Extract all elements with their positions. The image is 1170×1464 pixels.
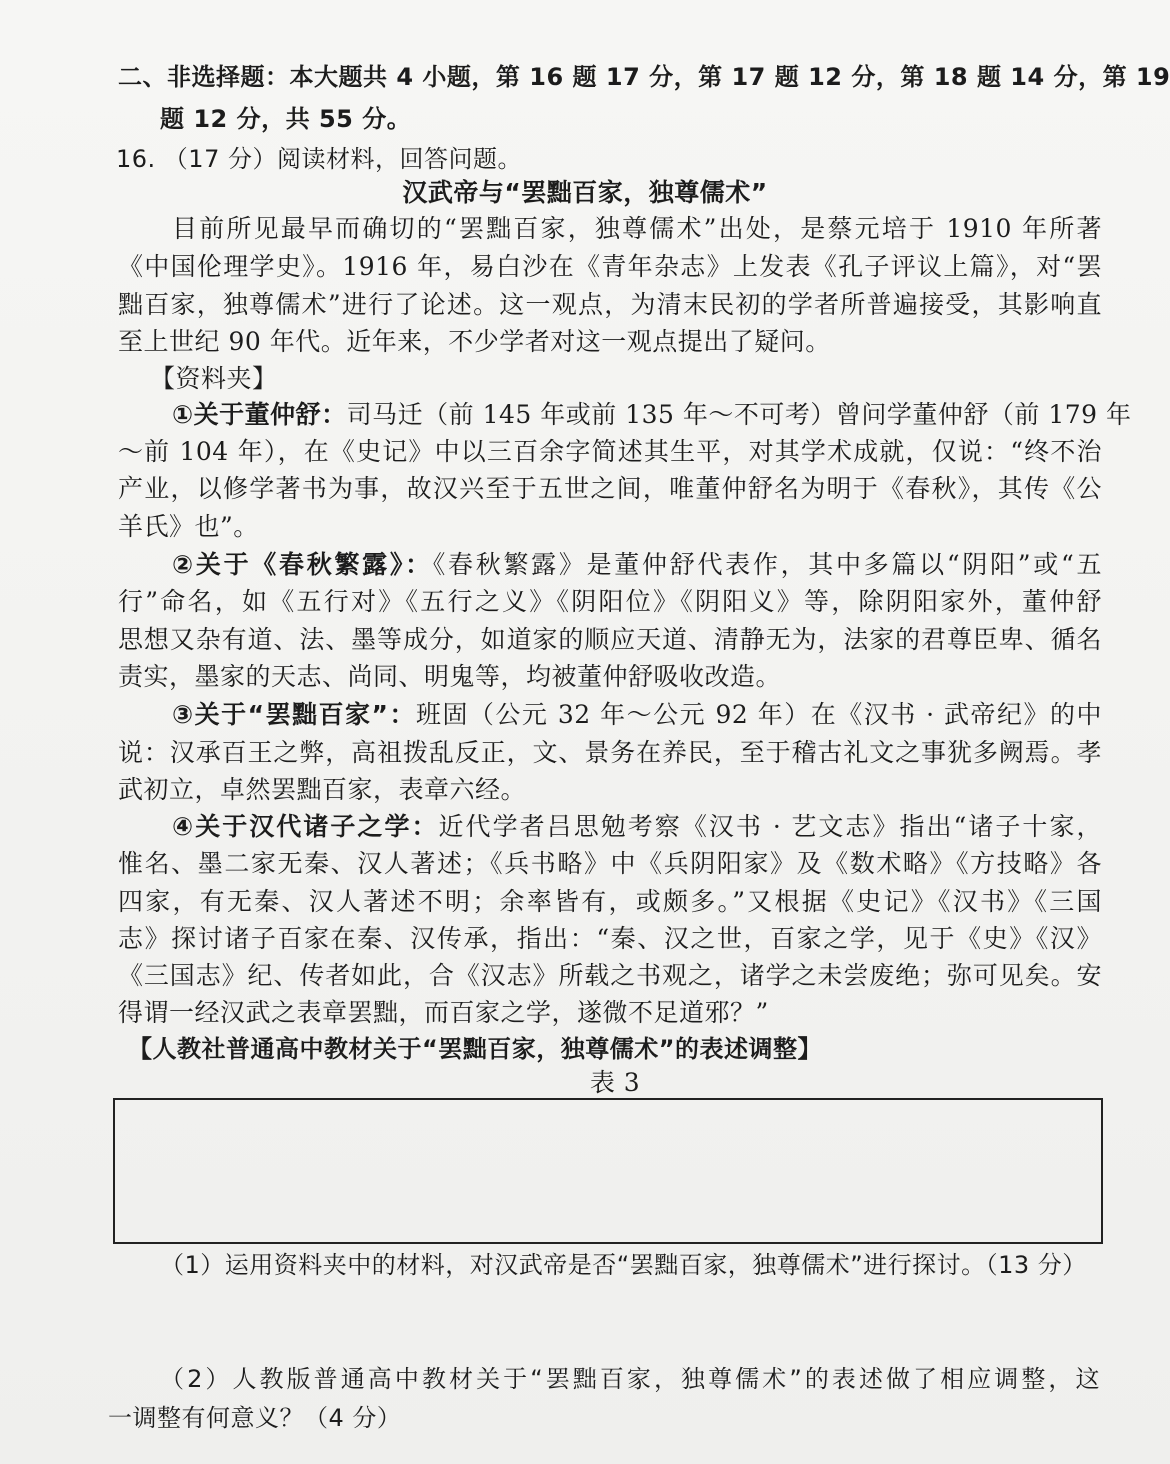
preface-line: 黜百家，独尊儒术”进行了论述。这一观点，为清末民初的学者所普遍接受，其影响直 <box>118 290 1102 319</box>
material-line: 说：汉承百王之弊，高祖拨乱反正，文、景务在养民，至于稽古礼文之事犹多阙焉。孝 <box>118 738 1102 767</box>
section-header-cont: 题 12 分，共 55 分。 <box>160 105 412 133</box>
material-line: 羊氏》也”。 <box>118 512 259 541</box>
material-folder-label: 【资料夹】 <box>150 364 278 393</box>
material-text: 班固（公元 32 年～公元 92 年）在《汉书 · 武帝纪》的中 <box>415 700 1102 729</box>
material-text: 司马迁（前 145 年或前 135 年～不可考）曾问学董仲舒（前 179 年 <box>346 400 1132 429</box>
sub-question-2: （2）人教版普通高中教材关于“罢黜百家，独尊儒术”的表述做了相应调整，这 <box>160 1365 1100 1393</box>
material-line: 《三国志》纪、传者如此，合《汉志》所载之书观之，诸学之未尝废绝；弥可见矣。安 <box>118 961 1102 990</box>
sub-question-2-cont: 一调整有何意义？（4 分） <box>108 1404 402 1432</box>
material-line: 四家，有无秦、汉人著述不明；余率皆有，或颇多。”又根据《史记》《汉书》《三国 <box>118 887 1102 916</box>
preface-line: 至上世纪 90 年代。近年来，不少学者对这一观点提出了疑问。 <box>118 327 831 356</box>
material-line: 责实，墨家的天志、尚同、明鬼等，均被董仲舒吸收改造。 <box>118 662 782 691</box>
material-heading: ③关于“罢黜百家”： <box>172 700 416 729</box>
comparison-table <box>113 1098 1103 1244</box>
material-line: 行”命名，如《五行对》《五行之义》《阴阳位》《阴阳义》等，除阴阳家外，董仲舒 <box>118 587 1102 616</box>
material-heading: ②关于《春秋繁露》： <box>172 550 433 579</box>
material-1 <box>172 398 1132 432</box>
preface-line: 目前所见最早而确切的“罢黜百家，独尊儒术”出处，是蔡元培于 1910 年所著 <box>172 214 1102 243</box>
material-heading: ①关于董仲舒： <box>172 400 347 429</box>
material-text: 近代学者吕思勉考察《汉书 · 艺文志》指出“诸子十家， <box>438 812 1102 841</box>
material-line: 志》探讨诸子百家在秦、汉传承，指出：“秦、汉之世，百家之学，见于《史》《汉》 <box>118 924 1102 953</box>
material-3 <box>172 698 1102 732</box>
material-heading: ④关于汉代诸子之学： <box>172 812 439 841</box>
table-caption: 表 3 <box>589 1068 641 1097</box>
material-line: ～前 104 年），在《史记》中以三百余字简述其生平，对其学术成就，仅说：“终不治 <box>118 437 1102 466</box>
material-line: 产业，以修学著书为事，故汉兴至于五世之间，唯董仲舒名为明于《春秋》，其传《公 <box>118 474 1102 503</box>
material-4 <box>172 810 1102 844</box>
material-line: 武初立，卓然罢黜百家，表章六经。 <box>118 775 527 804</box>
material-title: 汉武帝与“罢黜百家，独尊儒术” <box>402 178 768 207</box>
section-header: 二、非选择题：本大题共 4 小题，第 16 题 17 分，第 17 题 12 分，第 18 题 14 分，第 19 <box>118 63 1170 91</box>
sub-question-1: （1）运用资料夹中的材料，对汉武帝是否“罢黜百家，独尊儒术”进行探讨。（13 分） <box>160 1251 1087 1279</box>
material-line: 思想又杂有道、法、墨等成分，如道家的顺应天道、清静无为，法家的君尊臣卑、循名 <box>118 625 1102 654</box>
material-line: 得谓一经汉武之表章罢黜，而百家之学，遂微不足道邪？” <box>118 998 769 1027</box>
preface-line: 《中国伦理学史》。1916 年，易白沙在《青年杂志》上发表《孔子评议上篇》，对“罢 <box>118 252 1102 281</box>
question-16-intro: 16. （17 分）阅读材料，回答问题。 <box>116 145 522 173</box>
material-text: 《春秋繁露》是董仲舒代表作，其中多篇以“阴阳”或“五 <box>432 550 1102 579</box>
textbook-adjust-label: 【人教社普通高中教材关于“罢黜百家，独尊儒术”的表述调整】 <box>128 1035 823 1063</box>
material-2 <box>172 548 1102 582</box>
material-line: 惟名、墨二家无秦、汉人著述；《兵书略》中《兵阴阳家》及《数术略》《方技略》各 <box>118 849 1102 878</box>
